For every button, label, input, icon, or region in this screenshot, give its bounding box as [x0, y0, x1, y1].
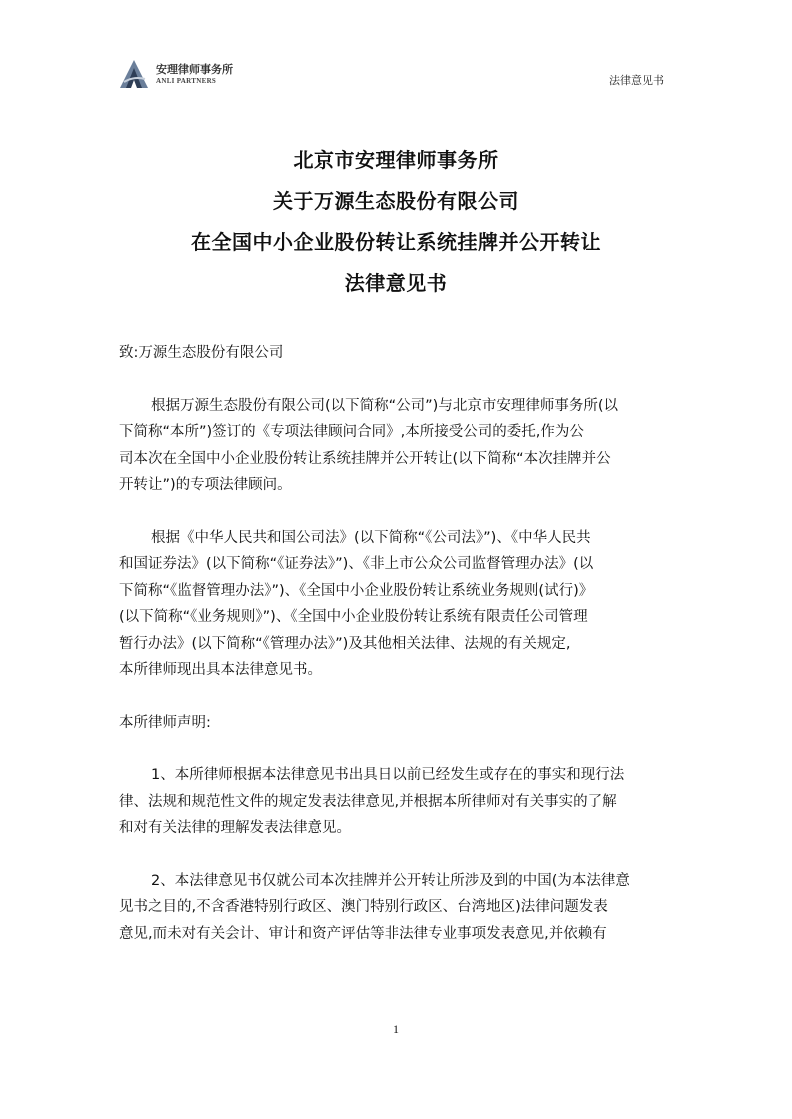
paragraph-line: 和国证券法》(以下简称“《证券法》”)、《非上市公众公司监督管理办法》(以	[119, 556, 594, 572]
paragraph-legal-basis	[119, 525, 674, 684]
paragraph-line: 开转让”)的专项法律顾问。	[119, 477, 292, 493]
paragraph-engagement	[119, 393, 674, 499]
header-doc-type: 法律意见书	[609, 74, 664, 87]
page-number: 1	[393, 1022, 399, 1036]
paragraph-line: 意见,而未对有关会计、审计和资产评估等非法律专业事项发表意见,并依赖有	[119, 925, 607, 942]
paragraph-line: 司本次在全国中小企业股份转让系统挂牌并公开转让(以下简称“本次挂牌并公	[119, 450, 611, 467]
paragraph-line: 下简称“本所”)签订的《专项法律顾问合同》,本所接受公司的委托,作为公	[119, 424, 584, 440]
title-line: 北京市安理律师事务所	[293, 148, 499, 172]
paragraph-line: 本所律师现出具本法律意见书。	[119, 662, 322, 678]
salutation: 致:万源生态股份有限公司	[119, 345, 284, 361]
paragraph-line: 暂行办法》(以下简称“《管理办法》”)及其他相关法律、法规的有关规定,	[119, 635, 571, 652]
firm-name-en: ANLI PARTNERS	[156, 76, 217, 85]
declaration-item-1	[119, 762, 674, 842]
title-line: 在全国中小企业股份转让系统挂牌并公开转让	[191, 230, 601, 254]
title-line: 关于万源生态股份有限公司	[273, 189, 519, 213]
paragraph-line: 见书之目的,不含香港特别行政区、澳门特别行政区、台湾地区)法律问题发表	[119, 899, 608, 915]
firm-name-cn: 安理律师事务所	[156, 62, 233, 76]
paragraph-line: 1、本所律师根据本法律意见书出具日以前已经发生或存在的事实和现行法	[151, 767, 625, 783]
paragraph-line: 根据《中华人民共和国公司法》(以下简称“《公司法》”)、《中华人民共	[151, 529, 591, 546]
paragraph-line: 和对有关法律的理解发表法律意见。	[119, 820, 351, 836]
firm-logo-icon	[118, 58, 150, 90]
paragraph-line: 2、本法律意见书仅就公司本次挂牌并公开转让所涉及到的中国(为本法律意	[151, 872, 630, 889]
title-line: 法律意见书	[344, 271, 448, 295]
declaration-item-2	[119, 868, 674, 948]
document-body	[119, 340, 674, 947]
paragraph-line: 根据万源生态股份有限公司(以下简称“公司”)与北京市安理律师事务所(以	[151, 397, 618, 414]
document-title	[0, 140, 792, 304]
paragraph-line: (以下简称“《业务规则》”)、《全国中小企业股份转让系统有限责任公司管理	[119, 609, 588, 625]
firm-logo	[118, 58, 233, 90]
paragraph-line: 下简称“《监督管理办法》”)、《全国中小企业股份转让系统业务规则(试行)》	[119, 582, 594, 599]
declaration-heading: 本所律师声明:	[119, 714, 211, 731]
paragraph-line: 律、法规和规范性文件的规定发表法律意见,并根据本所律师对有关事实的了解	[119, 793, 617, 810]
